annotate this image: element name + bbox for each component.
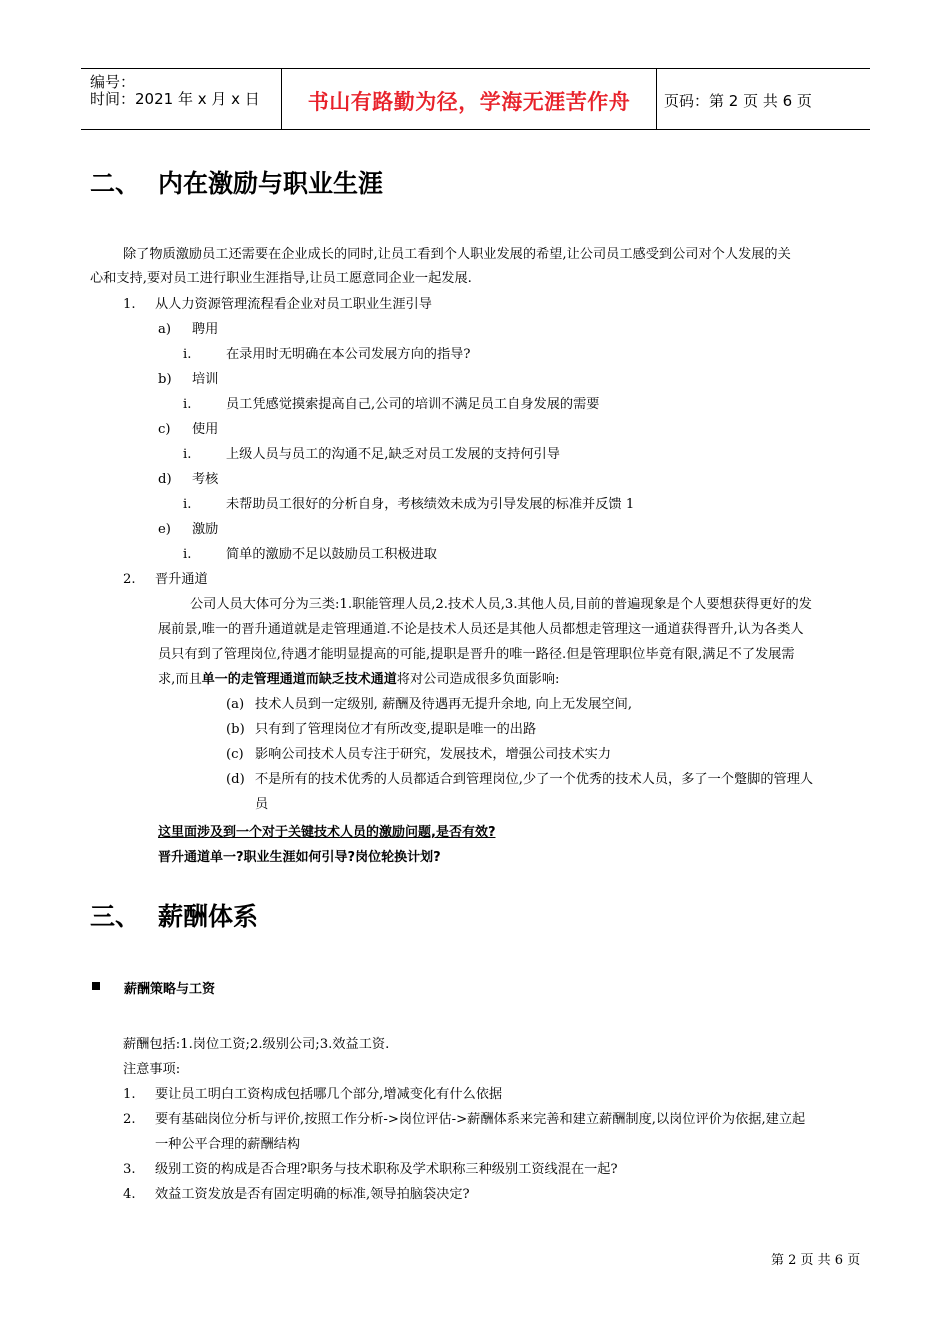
section-3-title: 薪酬体系 xyxy=(158,902,259,931)
header-motto: 书山有路勤为径，学海无涯苦作舟 xyxy=(307,90,631,114)
footer-page-info: 第 2 页 共 6 页 xyxy=(771,1253,861,1268)
career-paragraph-line-1: 公司人员大体可分为三类:1.职能管理人员,2.技术人员,3.其他人员,目前的普遍现象是个人要想获得更好的发 xyxy=(190,597,812,612)
question-line-1: 这里面涉及到一个对于关键技术人员的激励问题,是否有效? xyxy=(158,825,496,840)
career-paragraph-line-2: 展前景,唯一的晋升通道就是走管理通道.不论是技术人员还是其他人员都想走管理这一通道获得晋升,认为各类人 xyxy=(158,622,804,637)
sub-d-label: 考核 xyxy=(192,472,219,487)
career-paragraph-line-3: 员只有到了管理岗位,待遇才能明显提高的可能,提职是晋升的唯一路径.但是管理职位毕竟有限,满足不了发展需 xyxy=(158,647,795,662)
sub-b-detail: 员工凭感觉摸索提高自己,公司的培训不满足员工自身发展的需要 xyxy=(226,397,600,412)
effect-d-text: 不是所有的技术优秀的人员都适合到管理岗位,少了一个优秀的技术人员，多了一个蹩脚的管理人 xyxy=(255,772,814,787)
header-motto-cell xyxy=(281,69,657,129)
sub-e-letter: e) xyxy=(158,522,171,537)
item-1-text: 从人力资源管理流程看企业对员工职业生涯引导 xyxy=(155,297,432,312)
sub-a-detail: 在录用时无明确在本公司发展方向的指导? xyxy=(226,347,471,362)
intro-line-1: 除了物质激励员工还需要在企业成长的同时,让员工看到个人职业发展的希望,让公司员工感受到公司对个人发展的关 xyxy=(123,247,791,262)
salary-strategy-heading: 薪酬策略与工资 xyxy=(124,982,216,997)
sub-a-letter: a) xyxy=(158,322,172,337)
sub-b-label: 培训 xyxy=(192,372,219,387)
note-3-text: 级别工资的构成是否合理?职务与技术职称及学术职称三种级别工资线混在一起? xyxy=(155,1162,618,1177)
sub-c-letter: c) xyxy=(158,422,171,437)
sub-c-roman: i. xyxy=(183,447,192,462)
effect-c-label: (c) xyxy=(226,747,244,762)
effect-a-label: (a) xyxy=(226,697,245,712)
section-2-number: 二、 xyxy=(90,169,141,198)
header-page-info: 页码：第 2 页 共 6 页 xyxy=(664,92,812,110)
effect-b-label: (b) xyxy=(226,722,245,737)
document-time-label: 时间：2021 年 x 月 x 日 xyxy=(90,90,260,108)
effect-a-text: 技术人员到一定级别, 薪酬及待遇再无提升余地, 向上无发展空间, xyxy=(255,697,633,712)
item-2-number: 2. xyxy=(123,572,136,587)
section-2-title: 内在激励与职业生涯 xyxy=(158,169,384,198)
effect-c-text: 影响公司技术人员专注于研究，发展技术，增强公司技术实力 xyxy=(255,747,612,762)
notes-label: 注意事项: xyxy=(123,1062,181,1077)
career-paragraph-line-4 xyxy=(158,670,559,689)
note-1-number: 1. xyxy=(123,1087,136,1102)
sub-d-roman: i. xyxy=(183,497,192,512)
sub-b-letter: b) xyxy=(158,372,172,387)
note-2-continuation: 一种公平合理的薪酬结构 xyxy=(155,1137,301,1152)
effect-b-text: 只有到了管理岗位才有所改变,提职是唯一的出路 xyxy=(255,722,537,737)
note-1-text: 要让员工明白工资构成包括哪几个部分,增减变化有什么依据 xyxy=(155,1087,503,1102)
header-right-cell xyxy=(655,69,870,129)
sub-a-roman: i. xyxy=(183,347,192,362)
sub-a-label: 聘用 xyxy=(192,322,219,337)
question-line-2: 晋升通道单一?职业生涯如何引导?岗位轮换计划? xyxy=(158,850,441,865)
page-header xyxy=(81,68,870,130)
effect-d-continuation: 员 xyxy=(255,797,269,812)
sub-d-detail: 未帮助员工很好的分析自身，考核绩效未成为引导发展的标准并反馈 1 xyxy=(226,497,635,512)
sub-e-detail: 简单的激励不足以鼓励员工积极进取 xyxy=(226,547,437,562)
note-4-number: 4. xyxy=(123,1187,136,1202)
sub-e-label: 激励 xyxy=(192,522,219,537)
salary-composition: 薪酬包括:1.岗位工资;2.级别公司;3.效益工资. xyxy=(123,1037,390,1052)
item-2-text: 晋升通道 xyxy=(155,572,208,587)
sub-b-roman: i. xyxy=(183,397,192,412)
career-paragraph-pre: 求,而且 xyxy=(158,672,202,687)
sub-e-roman: i. xyxy=(183,547,192,562)
document-number-label: 编号： xyxy=(90,73,136,91)
note-2-number: 2. xyxy=(123,1112,136,1127)
item-1-number: 1. xyxy=(123,297,136,312)
section-3-number: 三、 xyxy=(90,902,141,931)
intro-line-2: 心和支持,要对员工进行职业生涯指导,让员工愿意同企业一起发展. xyxy=(90,271,472,286)
effect-d-label: (d) xyxy=(226,772,245,787)
note-4-text: 效益工资发放是否有固定明确的标准,领导拍脑袋决定? xyxy=(155,1187,470,1202)
bullet-square-icon xyxy=(92,982,100,990)
sub-c-label: 使用 xyxy=(192,422,219,437)
sub-c-detail: 上级人员与员工的沟通不足,缺乏对员工发展的支持何引导 xyxy=(226,447,560,462)
sub-d-letter: d) xyxy=(158,472,172,487)
header-left-cell xyxy=(81,69,281,129)
career-paragraph-emphasis: 单一的走管理通道而缺乏技术通道 xyxy=(201,672,397,687)
career-paragraph-post: 将对公司造成很多负面影响: xyxy=(396,672,560,687)
note-3-number: 3. xyxy=(123,1162,136,1177)
note-2-text: 要有基础岗位分析与评价,按照工作分析->岗位评估->薪酬体系来完善和建立薪酬制度,以岗位评价为依据,建立起 xyxy=(155,1112,806,1127)
